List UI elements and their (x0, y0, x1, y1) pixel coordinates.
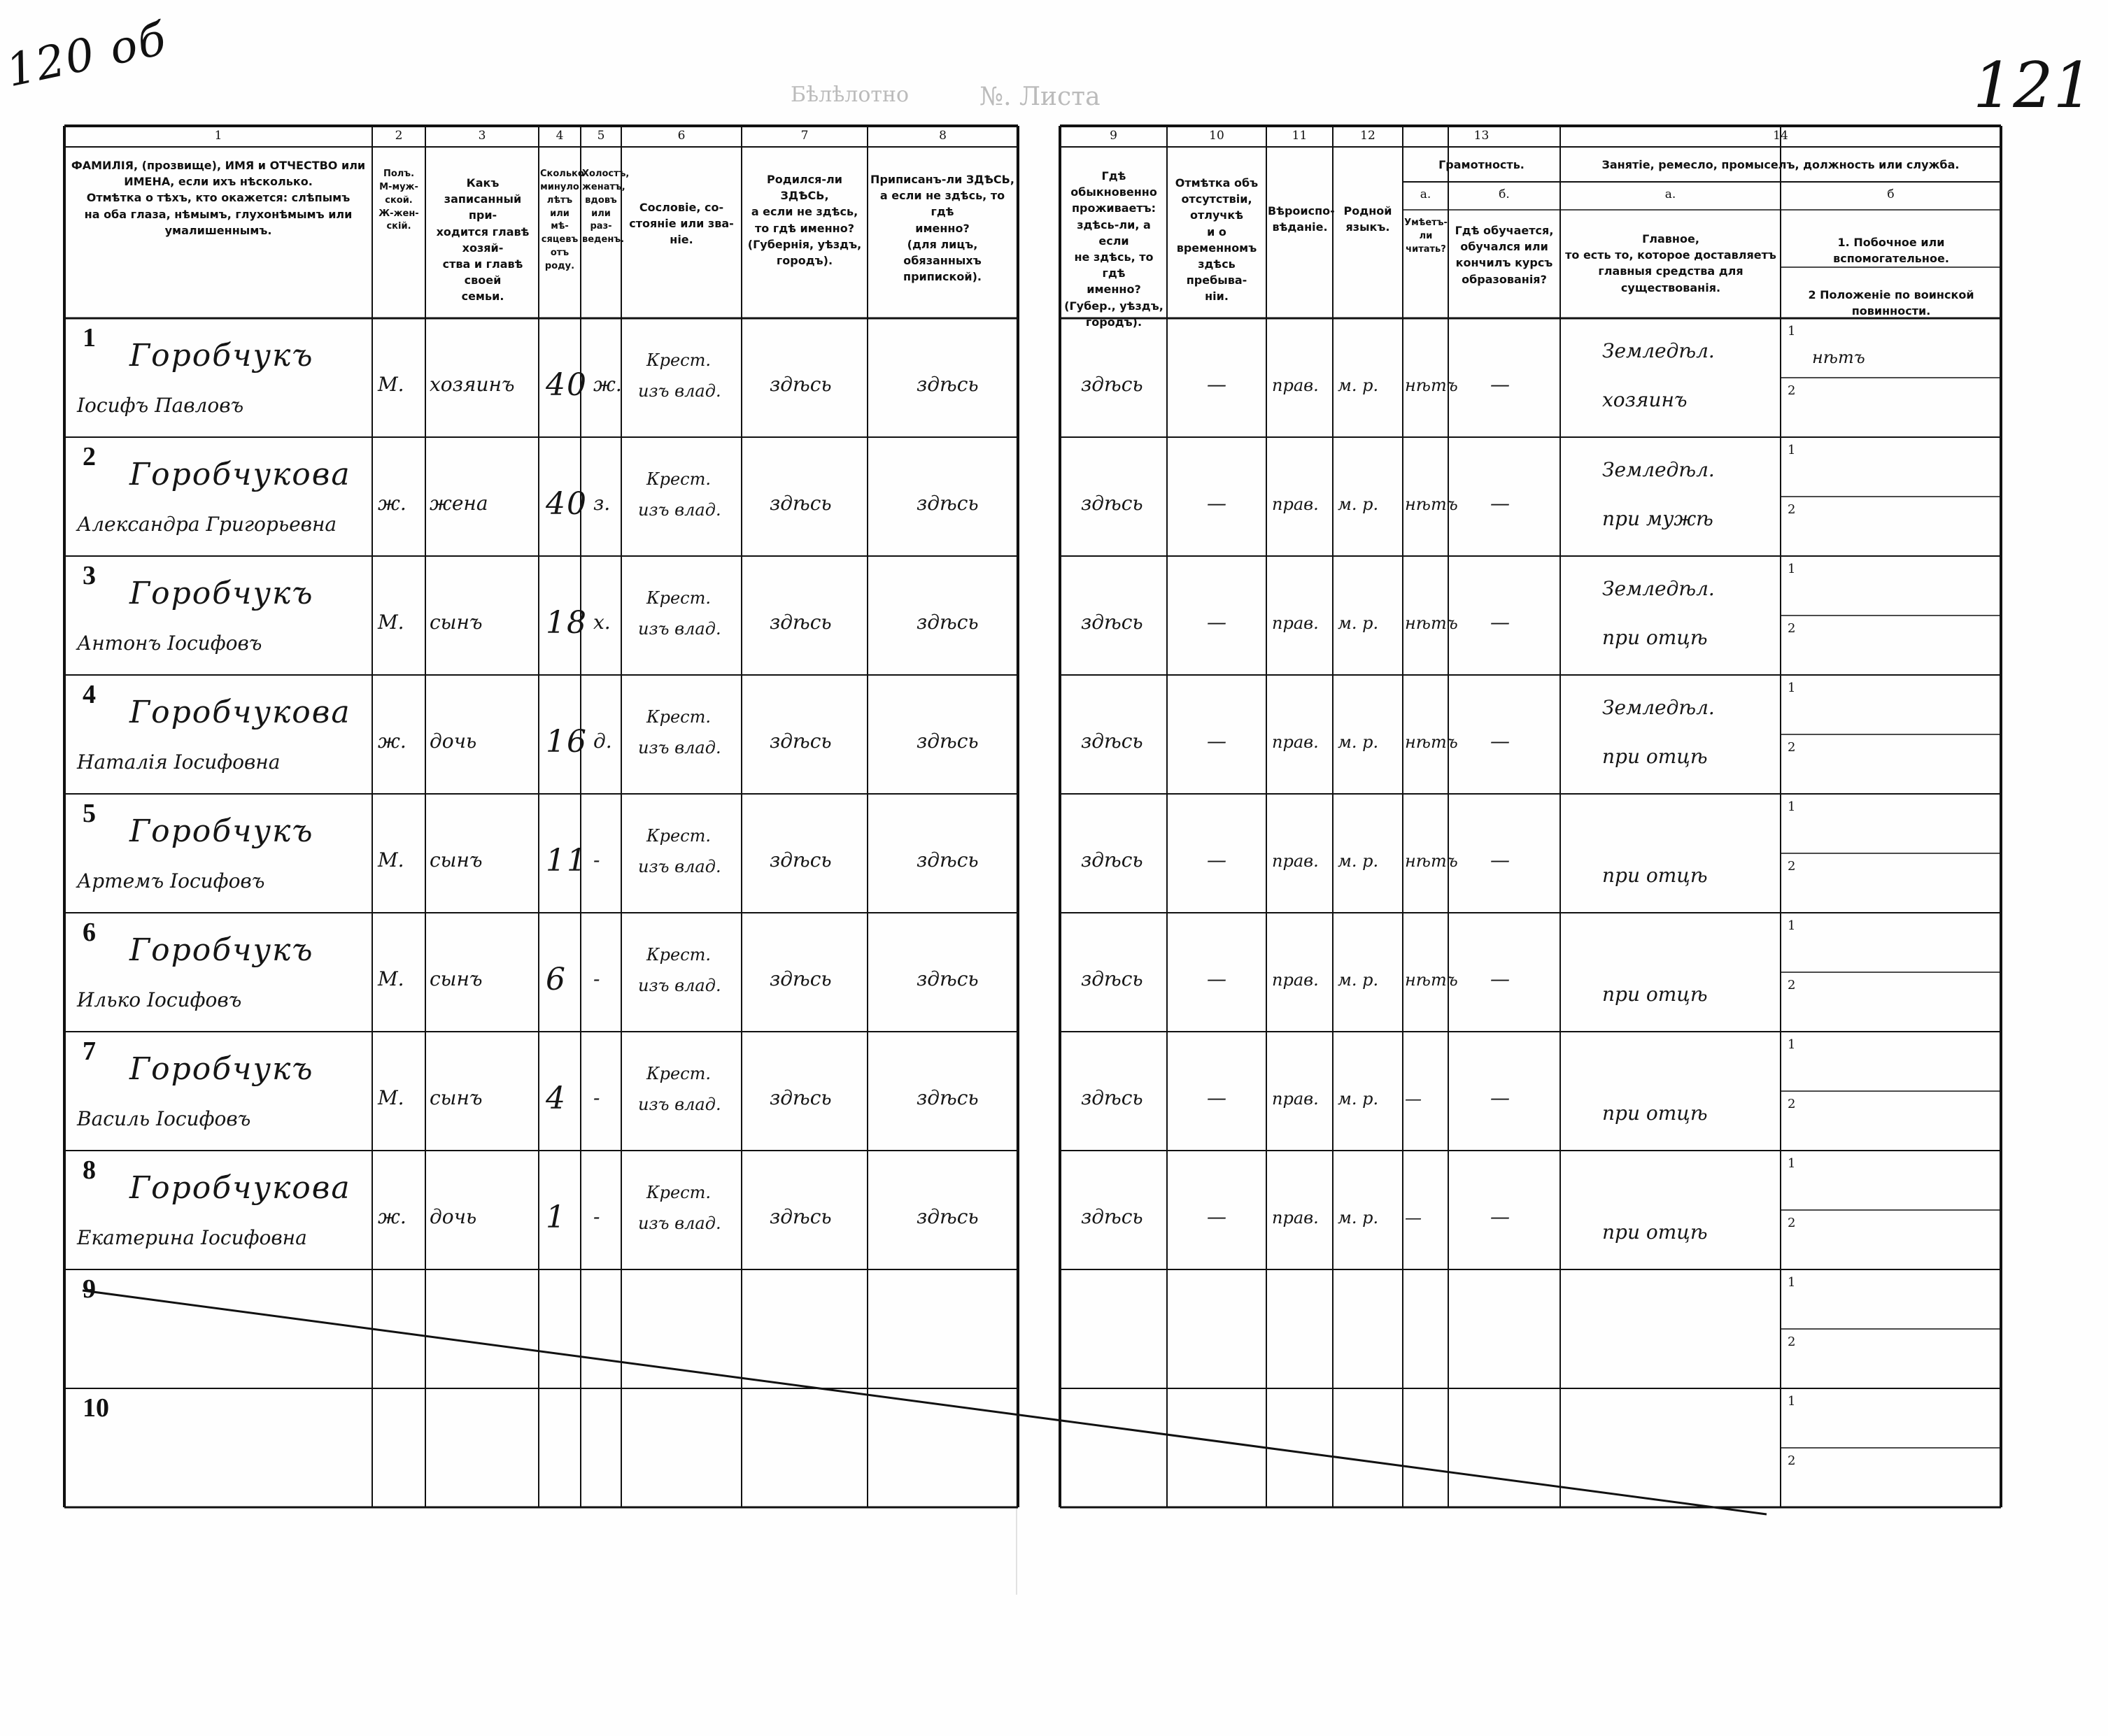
entry-language: м. р. (1338, 970, 1379, 990)
entry-surname: Горобчукова (129, 1170, 351, 1206)
header-literacy: Грамотность. (1438, 158, 1525, 171)
header-education: Гдѣ обучается, обучался или кончилъ курсъ образованія? (1455, 224, 1554, 286)
entry-sex: М. (378, 1086, 404, 1109)
header-residence: Гдѣ обыкновенно проживаетъ: здѣсь-ли, а если не здѣсь, то гдѣ именно? (Губер., уѣздъ, городъ). (1064, 169, 1163, 329)
column-number-5: 5 (597, 129, 605, 143)
column-number-14: 14 (1773, 129, 1788, 143)
row-number: 1 (83, 323, 96, 353)
entry-education: — (1490, 1205, 1510, 1228)
entry-main-occupation-line2: при отцѣ (1602, 983, 1708, 1006)
entry-relation: дочь (430, 1205, 477, 1228)
entry-estate-line2: изъ влад. (638, 1214, 721, 1233)
header-estate: Сословіе, со- стояніе или зва- ніе. (629, 201, 734, 247)
entry-language: м. р. (1338, 732, 1379, 752)
entry-estate-line2: изъ влад. (638, 1095, 721, 1114)
entry-surname: Горобчукова (129, 457, 351, 492)
entry-surname: Горобчукъ (129, 932, 314, 968)
entry-sex: ж. (378, 1205, 406, 1228)
entry-surname: Горобчукъ (129, 1051, 314, 1087)
entry-age: 4 (546, 1081, 567, 1116)
sub-label-1: 1 (1788, 1156, 1796, 1171)
entry-main-occupation-line1: Земледѣл. (1602, 339, 1715, 362)
entry-main-occupation-line2: при отцѣ (1602, 1102, 1708, 1125)
row-number: 3 (83, 561, 96, 590)
entry-main-occupation-line1 (1602, 1053, 1777, 1081)
entry-language: м. р. (1338, 376, 1379, 395)
entry-registered: здѣсь (917, 373, 979, 396)
column-number-1: 1 (214, 129, 222, 143)
entry-registered: здѣсь (917, 1205, 979, 1228)
sub-label-2: 2 (1788, 383, 1796, 398)
column-number-4: 4 (556, 129, 564, 143)
entry-estate-line2: изъ влад. (638, 381, 721, 401)
header-religion: Вѣроиспо- вѣданіе. (1268, 204, 1335, 234)
entry-can-read: нѣтъ (1405, 970, 1458, 990)
column-number-13: 13 (1473, 129, 1490, 143)
column-number-12: 12 (1360, 129, 1375, 143)
header-age: Сколько минуло лѣтъ или мѣ- сяцевъ отъ роду. (540, 169, 584, 271)
column-number-7: 7 (800, 129, 809, 143)
entry-absence: — (1207, 373, 1226, 396)
entry-given-name: Іосифъ Павловъ (77, 394, 244, 417)
entry-absence: — (1207, 730, 1226, 753)
header-birthplace: Родился-ли ЗДѢСЬ, а если не здѣсь, то гдѣ именно? (Губернія, уѣздъ, городъ). (747, 173, 862, 267)
column-number-2: 2 (395, 129, 403, 143)
entry-sex: ж. (378, 492, 406, 515)
header-marital: Холостъ, женатъ, вдовъ или раз- веденъ. (582, 169, 630, 246)
column-number-9: 9 (1110, 129, 1117, 143)
header-relation: Какъ записанный при- ходится главѣ хозяй- ства и главѣ своей семьи. (436, 176, 530, 304)
entry-registered: здѣсь (917, 967, 979, 990)
entry-estate-line2: изъ влад. (638, 500, 721, 520)
entry-absence: — (1207, 848, 1226, 871)
entry-registered: здѣсь (917, 492, 979, 515)
sub-label-2: 2 (1788, 1216, 1796, 1230)
sub-label-2: 2 (1788, 978, 1796, 992)
entry-side-occupation: нѣтъ (1812, 348, 1865, 367)
entry-relation: сынъ (430, 1086, 483, 1109)
header-military-status: 2 Положеніе по воинской повинности. (1808, 288, 1974, 318)
entry-education: — (1490, 373, 1510, 396)
column-number-8: 8 (939, 129, 947, 143)
entry-marital: - (593, 1205, 600, 1228)
entry-age: 6 (546, 962, 567, 997)
entry-estate-line1: Крест. (646, 826, 711, 846)
entry-language: м. р. (1338, 613, 1379, 633)
sub-label-1: 1 (1788, 799, 1796, 814)
sub-label-1: 1 (1788, 918, 1796, 933)
archive-corner-note: 120 об (1, 13, 172, 98)
sub-label-1: 1 (1788, 1037, 1796, 1052)
entry-can-read: нѣтъ (1405, 376, 1458, 395)
entry-language: м. р. (1338, 1089, 1379, 1109)
entry-estate-line1: Крест. (646, 707, 711, 727)
sub-label-2: 2 (1788, 502, 1796, 517)
header-literacy-a-letter: а. (1420, 187, 1431, 201)
entry-religion: прав. (1272, 732, 1319, 752)
entry-residence: здѣсь (1081, 730, 1143, 753)
header-absence: Отмѣтка объ отсутствіи, отлучкѣ и о временномъ здѣсь пребыва- ніи. (1175, 176, 1259, 304)
entry-given-name: Антонъ Іосифовъ (77, 632, 262, 655)
entry-religion: прав. (1272, 376, 1319, 395)
entry-main-occupation-line1: Земледѣл. (1602, 458, 1715, 481)
sub-label-2: 2 (1788, 1453, 1796, 1468)
entry-residence: здѣсь (1081, 967, 1143, 990)
entry-residence: здѣсь (1081, 492, 1143, 515)
sub-label-2: 2 (1788, 859, 1796, 874)
entry-marital: - (593, 848, 600, 871)
entry-age: 40 (546, 367, 588, 403)
entry-given-name: Артемъ Іосифовъ (77, 869, 265, 892)
entry-religion: прав. (1272, 613, 1319, 633)
entry-religion: прав. (1272, 495, 1319, 514)
entry-absence: — (1207, 1086, 1226, 1109)
entry-main-occupation-line2: при отцѣ (1602, 626, 1708, 649)
entry-education: — (1490, 730, 1510, 753)
entry-birthplace: здѣсь (770, 611, 832, 634)
entry-religion: прав. (1272, 1089, 1319, 1109)
row-number: 9 (83, 1274, 96, 1304)
entry-absence: — (1207, 492, 1226, 515)
column-number-3: 3 (478, 129, 486, 143)
entry-education: — (1490, 492, 1510, 515)
entry-marital: - (593, 967, 600, 990)
entry-sex: ж. (378, 730, 406, 753)
row-number: 5 (83, 799, 96, 828)
entry-language: м. р. (1338, 495, 1379, 514)
entry-estate-line1: Крест. (646, 588, 711, 608)
entry-surname: Горобчукъ (129, 576, 314, 611)
entry-main-occupation-line1 (1602, 1172, 1777, 1200)
entry-residence: здѣсь (1081, 611, 1143, 634)
entry-birthplace: здѣсь (770, 373, 832, 396)
entry-education: — (1490, 611, 1510, 634)
row-number: 10 (83, 1393, 109, 1423)
entry-main-occupation-line2: при мужѣ (1602, 507, 1713, 530)
entry-estate-line1: Крест. (646, 1064, 711, 1083)
row-number: 7 (83, 1037, 96, 1066)
entry-marital: х. (593, 611, 611, 634)
entry-main-occupation-line1 (1602, 934, 1777, 962)
sub-label-1: 1 (1788, 1275, 1796, 1290)
entry-marital: ж. (593, 373, 622, 396)
row-number: 8 (83, 1155, 96, 1185)
entry-marital: - (593, 1086, 600, 1109)
sub-label-2: 2 (1788, 1097, 1796, 1111)
row-number: 2 (83, 442, 96, 471)
entry-education: — (1490, 1086, 1510, 1109)
sub-label-2: 2 (1788, 740, 1796, 755)
header-occupation: Занятіе, ремесло, промыселъ, должность или служба. (1601, 158, 1960, 171)
cancel-diagonal-line (83, 1290, 1767, 1514)
faint-header-right: №. Листа (979, 83, 1101, 111)
entry-sex: М. (378, 373, 404, 396)
entry-can-read: — (1405, 1089, 1422, 1109)
entry-education: — (1490, 848, 1510, 871)
entry-birthplace: здѣсь (770, 1086, 832, 1109)
header-side-occupation: 1. Побочное или вспомогательное. (1833, 236, 1949, 266)
header-sex: Полъ. М-муж- ской. Ж-жен- скій. (379, 169, 419, 232)
entry-estate-line2: изъ влад. (638, 619, 721, 639)
entry-given-name: Наталія Іосифовна (77, 750, 281, 774)
entry-marital: д. (593, 730, 612, 753)
entry-relation: хозяинъ (430, 373, 515, 396)
entry-education: — (1490, 967, 1510, 990)
faint-header-left: Бѣлѣлотно (791, 83, 910, 107)
sub-label-1: 1 (1788, 324, 1796, 339)
entry-can-read: нѣтъ (1405, 851, 1458, 871)
entry-birthplace: здѣсь (770, 730, 832, 753)
entry-given-name: Екатерина Іосифовна (77, 1226, 307, 1249)
sub-label-1: 1 (1788, 681, 1796, 695)
entry-relation: сынъ (430, 848, 483, 871)
page-number: 121 (1973, 49, 2093, 122)
sub-label-2: 2 (1788, 621, 1796, 636)
entry-language: м. р. (1338, 1208, 1379, 1228)
row-number: 6 (83, 918, 96, 947)
entry-main-occupation-line2: хозяинъ (1602, 388, 1688, 411)
entry-given-name: Илько Іосифовъ (77, 988, 242, 1011)
entry-can-read: — (1405, 1208, 1422, 1228)
column-number-11: 11 (1292, 129, 1308, 143)
entry-main-occupation-line1: Земледѣл. (1602, 577, 1715, 600)
entry-main-occupation-line2: при отцѣ (1602, 745, 1708, 768)
sub-label-1: 1 (1788, 443, 1796, 457)
entry-residence: здѣсь (1081, 848, 1143, 871)
entry-relation: дочь (430, 730, 477, 753)
entry-given-name: Александра Григорьевна (77, 513, 337, 536)
entry-marital: з. (593, 492, 611, 515)
column-number-10: 10 (1209, 129, 1224, 143)
entry-relation: сынъ (430, 967, 483, 990)
header-registered: Приписанъ-ли ЗДѢСЬ, а если не здѣсь, то гдѣ именно? (для лицъ, обязанныхъ припиской). (870, 173, 1014, 284)
entry-absence: — (1207, 1205, 1226, 1228)
entry-surname: Горобчукъ (129, 813, 314, 849)
entry-birthplace: здѣсь (770, 967, 832, 990)
header-occupation-a-letter: а. (1664, 187, 1676, 201)
entry-given-name: Василь Іосифовъ (77, 1107, 251, 1130)
entry-main-occupation-line1 (1602, 815, 1777, 843)
entry-registered: здѣсь (917, 1086, 979, 1109)
row-number: 4 (83, 680, 96, 709)
entry-can-read: нѣтъ (1405, 613, 1458, 633)
sub-label-1: 1 (1788, 562, 1796, 576)
header-language: Родной языкъ. (1343, 204, 1392, 234)
entry-surname: Горобчукова (129, 695, 351, 730)
entry-language: м. р. (1338, 851, 1379, 871)
entry-registered: здѣсь (917, 730, 979, 753)
entry-age: 40 (546, 486, 588, 522)
entry-birthplace: здѣсь (770, 492, 832, 515)
header-main-occupation: Главное, то есть то, которое доставляетъ главныя средства для существованія. (1565, 232, 1776, 294)
entry-religion: прав. (1272, 851, 1319, 871)
entry-birthplace: здѣсь (770, 848, 832, 871)
entry-estate-line1: Крест. (646, 469, 711, 489)
entry-estate-line1: Крест. (646, 1183, 711, 1202)
entry-estate-line1: Крест. (646, 945, 711, 965)
entry-main-occupation-line2: при отцѣ (1602, 1221, 1708, 1244)
entry-residence: здѣсь (1081, 1205, 1143, 1228)
entry-age: 11 (546, 843, 588, 878)
entry-estate-line2: изъ влад. (638, 976, 721, 995)
entry-absence: — (1207, 611, 1226, 634)
entry-estate-line1: Крест. (646, 350, 711, 370)
sub-label-1: 1 (1788, 1394, 1796, 1409)
sub-label-2: 2 (1788, 1335, 1796, 1349)
entry-residence: здѣсь (1081, 1086, 1143, 1109)
entry-age: 16 (546, 724, 588, 760)
entry-registered: здѣсь (917, 848, 979, 871)
entry-religion: прав. (1272, 970, 1319, 990)
header-name: ФАМИЛІЯ, (прозвище), ИМЯ и ОТЧЕСТВО или ИМЕНА, если ихъ нѣсколько. Отмѣтка о тѣхъ, кто окажется: слѣпымъ на оба глаза, нѣмымъ, глухонѣмымъ или умалишеннымъ. (71, 159, 366, 237)
entry-religion: прав. (1272, 1208, 1319, 1228)
entry-residence: здѣсь (1081, 373, 1143, 396)
entry-sex: М. (378, 848, 404, 871)
entry-main-occupation-line1: Земледѣл. (1602, 696, 1715, 719)
entry-sex: М. (378, 967, 404, 990)
header-can-read: Умѣетъ- ли читать? (1404, 218, 1448, 255)
entry-estate-line2: изъ влад. (638, 857, 721, 876)
entry-estate-line2: изъ влад. (638, 738, 721, 757)
entry-can-read: нѣтъ (1405, 495, 1458, 514)
entry-can-read: нѣтъ (1405, 732, 1458, 752)
entry-age: 1 (546, 1200, 567, 1235)
header-occupation-b-letter: б (1887, 187, 1895, 201)
header-literacy-b-letter: б. (1499, 187, 1510, 201)
entry-relation: сынъ (430, 611, 483, 634)
entry-registered: здѣсь (917, 611, 979, 634)
entry-relation: жена (430, 492, 488, 515)
entry-birthplace: здѣсь (770, 1205, 832, 1228)
entry-age: 18 (546, 605, 588, 641)
entry-surname: Горобчукъ (129, 338, 314, 373)
entry-absence: — (1207, 967, 1226, 990)
entry-sex: М. (378, 611, 404, 634)
entry-main-occupation-line2: при отцѣ (1602, 864, 1708, 887)
column-number-6: 6 (677, 129, 686, 143)
